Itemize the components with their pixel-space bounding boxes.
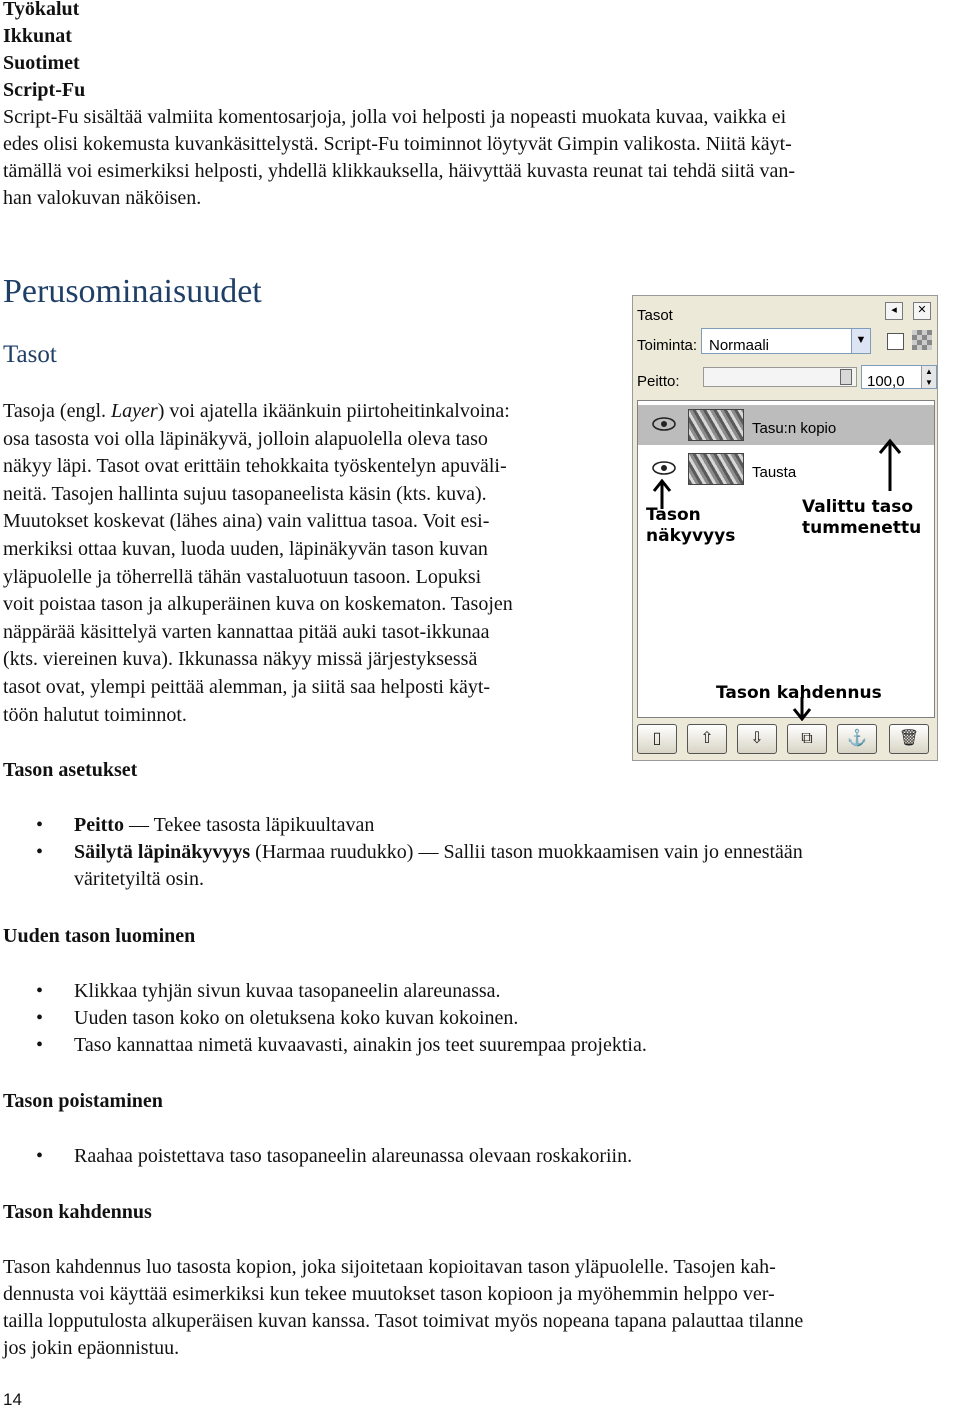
- preserve-transparency-checkbox[interactable]: [887, 333, 904, 350]
- opacity-spinbox[interactable]: 100,0 ▲ ▼: [861, 365, 937, 389]
- slider-handle[interactable]: [840, 369, 852, 385]
- panel-title: Tasot: [637, 307, 673, 324]
- layer-button-bar: [637, 724, 935, 756]
- intro-paragraph: Script-Fu sisältää valmiita komentosarjoja, jolla voi helposti ja nopeasti muokata kuvaa, vaikka ei edes olisi kokemusta kuvankäsittelystä. Script-Fu toiminnot löytyvät Gimpin valikosta. Niitä käyt- tämällä voi esimerkiksi helposti, yhdellä klikkauksella, häivyttää kuvasta reunat tai tehdä siitä van- han valokuvan näköisen.: [3, 106, 795, 209]
- layer-list: [637, 400, 935, 718]
- tasot-paragraph: Tasoja (engl. Layer) voi ajatella ikäänkuin piirtoheitinkalvoina: osa tasosta voi olla läpinäkyvä, jolloin alapuolella oleva taso näkyy läpi. Tasot ovat erittäin tehokkaita työskentelyn apuväli- neitä. Tasojen hallinta sujuu tasopaneelista käsin (kts. kuva). Muutokset koskevat (lähes aina) vain valittua tasoa. Voit esi- merkiksi ottaa kuvan, luoda uuden, läpinäkyvän tason kuvan yläpuolelle ja töherrellä tähän vastaluotuun tasoon. Lopuksi voit poistaa tason ja alkuperäinen kuva on koskematon. Tasojen näppärää käsittelyä varten kannattaa pitää auki tasot-ikkunaa (kts. viereinen kuva). Ikkunassa näkyy missä järjestyksessä tasot ovat, ylempi peittää alemman, ja siitä saa helposti käyt- töön halutut toiminnot.: [3, 400, 513, 726]
- new-layer-icon[interactable]: ▯: [637, 724, 677, 754]
- list-item: • Uuden tason koko on oletuksena koko kuvan kokoinen.: [36, 1007, 519, 1029]
- poistaminen-heading: Tason poistaminen: [3, 1090, 163, 1112]
- top-list-item: Suotimet: [3, 52, 80, 74]
- lower-layer-icon[interactable]: ⇩: [737, 724, 777, 754]
- page-number: 14: [3, 1390, 22, 1409]
- duplicate-layer-icon[interactable]: ⧉: [787, 724, 827, 754]
- layer-name: Tasu:n kopio: [752, 420, 837, 437]
- kahdennus-paragraph: Tason kahdennus luo tasosta kopion, joka sijoitetaan kopioitavan tason yläpuolelle. Tasojen kah- dennusta voi käyttää esimerkiksi kun tekee muutokset tason kopioon ja myöhemmin helppo ver- tailla lopputulosta alkuperäisen kuvan kanssa. Tasot toimivat myös nopeana tapana palauttaa tilanne jos jokin epäonnistuu.: [3, 1256, 804, 1359]
- asetukset-heading: Tason asetukset: [3, 759, 138, 781]
- list-item: • Raahaa poistettava taso tasopaneelin alareunassa olevaan roskakoriin.: [36, 1145, 633, 1167]
- layer-name: Tausta: [752, 464, 797, 481]
- spin-arrows-icon[interactable]: ▲ ▼: [921, 366, 936, 388]
- chevron-down-icon: ▼: [851, 329, 870, 353]
- luominen-heading: Uuden tason luominen: [3, 925, 196, 947]
- trash-icon[interactable]: 🗑: [889, 724, 929, 754]
- asetukset-list: [0, 812, 803, 893]
- mode-select[interactable]: Normaali ▼: [701, 328, 871, 354]
- close-icon[interactable]: ✕: [913, 302, 931, 320]
- panel-menu-icon[interactable]: ◂: [885, 302, 903, 320]
- list-item: • Säilytä läpinäkyvyys (Harmaa ruudukko) — Sallii tason muokkaamisen vain jo ennestään väritetyiltä osin.: [36, 841, 803, 890]
- transparency-icon: [912, 330, 932, 350]
- list-item: • Taso kannattaa nimetä kuvaavasti, ainakin jos teet suurempaa projektia.: [36, 1034, 647, 1056]
- eye-icon[interactable]: [652, 461, 676, 475]
- layers-panel: [632, 295, 938, 761]
- arrow-up-icon: [876, 437, 904, 493]
- subsection-title: Tasot: [3, 341, 57, 368]
- list-item: • Peitto — Tekee tasosta läpikuultavan: [36, 814, 375, 836]
- top-list: [3, 0, 85, 104]
- top-list-item: Script-Fu: [3, 79, 86, 101]
- section-title: Perusominaisuudet: [3, 273, 262, 310]
- layer-thumbnail: [688, 453, 744, 485]
- kahdennus-heading: Tason kahdennus: [3, 1201, 152, 1223]
- opacity-label: Peitto:: [637, 373, 680, 390]
- anchor-icon[interactable]: ⚓: [837, 724, 877, 754]
- opacity-slider[interactable]: [703, 367, 857, 387]
- layer-thumbnail: [688, 409, 744, 441]
- top-list-item: Ikkunat: [3, 25, 72, 47]
- eye-icon[interactable]: [652, 417, 676, 431]
- luominen-list: [0, 978, 647, 1059]
- top-list-item: Työkalut: [3, 0, 80, 20]
- list-item: • Klikkaa tyhjän sivun kuvaa tasopaneelin alareunassa.: [36, 980, 501, 1002]
- raise-layer-icon[interactable]: ⇧: [687, 724, 727, 754]
- mode-label: Toiminta:: [637, 337, 698, 354]
- annotation-selected: Valittu taso tummenettu: [802, 497, 922, 538]
- annotation-duplicate: Tason kahdennus: [716, 683, 882, 703]
- annotation-visibility: Tason näkyvyys: [646, 505, 736, 546]
- poistaminen-list: [0, 1143, 632, 1170]
